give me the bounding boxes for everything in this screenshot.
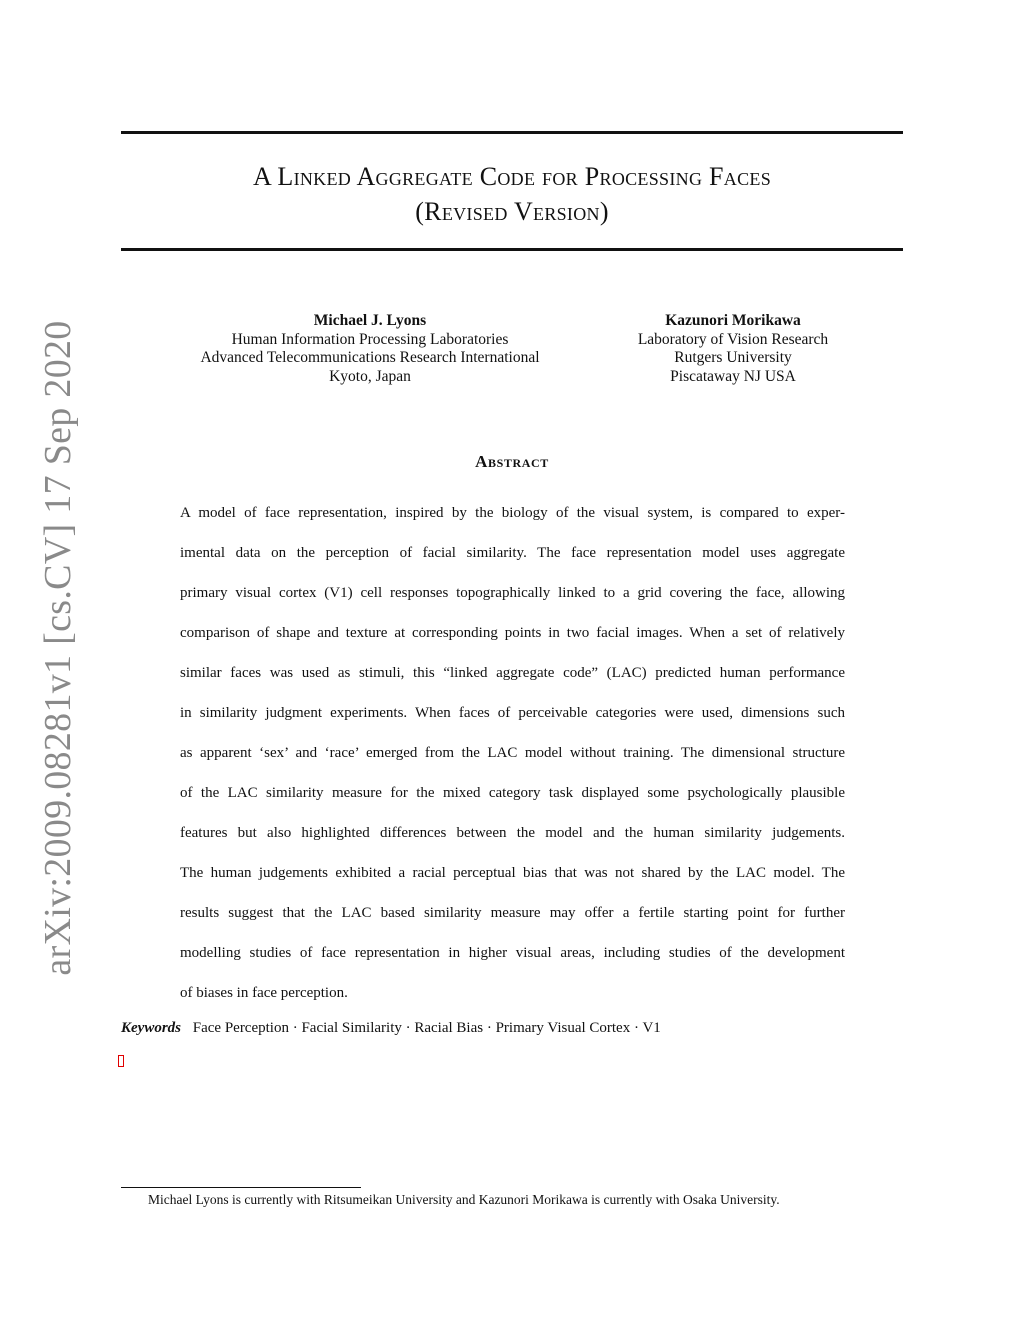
author-name: Kazunori Morikawa — [665, 312, 801, 329]
abstract-line: features but also highlighted differences between the model and the human similarity judgements. — [180, 825, 845, 841]
author-affiliation: Laboratory of Vision Research — [637, 330, 829, 348]
paper-subtitle: (Revised Version) — [415, 197, 609, 226]
abstract-line: of biases in face perception. — [180, 985, 348, 1001]
abstract-line: imental data on the perception of facial similarity. The face representation model uses aggregate — [180, 545, 845, 561]
author-block-lyons — [170, 312, 570, 386]
paper-title: A Linked Aggregate Code for Processing Faces — [252, 162, 772, 191]
abstract-line: modelling studies of face representation in higher visual areas, including studies of the development — [180, 945, 845, 961]
author-affiliation: Advanced Telecommunications Research International — [200, 349, 540, 366]
keywords-section — [121, 1020, 661, 1037]
arxiv-identifier-stamp: arXiv:2009.08281v1 [cs.CV] 17 Sep 2020 — [37, 320, 79, 976]
author-affiliation: Rutgers University — [674, 349, 792, 366]
abstract-line: comparison of shape and texture at corresponding points in two facial images. When a set of relatively — [180, 625, 845, 641]
abstract-line: A model of face representation, inspired by the biology of the visual system, is compared to exper- — [180, 505, 845, 521]
abstract-line: in similarity judgment experiments. When faces of perceivable categories were used, dimensions such — [180, 705, 845, 721]
author-location: Piscataway NJ USA — [670, 367, 796, 385]
keywords-label: Keywords — [121, 1020, 181, 1036]
title-rule-top — [121, 131, 903, 134]
abstract-line: similar faces was used as stimuli, this “linked aggregate code” (LAC) predicted human performance — [180, 665, 845, 681]
author-name: Michael J. Lyons — [313, 312, 427, 329]
abstract-body — [180, 503, 845, 1023]
author-block-morikawa — [603, 312, 863, 386]
keywords-list: Face Perception · Facial Similarity · Racial Bias · Primary Visual Cortex · V1 — [192, 1020, 661, 1036]
link-marker-box[interactable] — [118, 1055, 124, 1067]
author-affiliation: Human Information Processing Laboratories — [231, 330, 509, 348]
footnote-rule — [121, 1187, 361, 1188]
abstract-line: as apparent ‘sex’ and ‘race’ emerged from the LAC model without training. The dimensional structure — [180, 745, 845, 761]
abstract-line: The human judgements exhibited a racial perceptual bias that was not shared by the LAC model. The — [180, 865, 845, 881]
footnote: Michael Lyons is currently with Ritsumeikan University and Kazunori Morikawa is currently with Osaka University. — [148, 1192, 780, 1207]
title-rule-bottom — [121, 248, 903, 251]
abstract-line: results suggest that the LAC based similarity measure may offer a fertile starting point for further — [180, 905, 845, 921]
abstract-line: primary visual cortex (V1) cell responses topographically linked to a grid covering the face, allowing — [180, 585, 845, 601]
abstract-line: of the LAC similarity measure for the mixed category task displayed some psychologically plausible — [180, 785, 845, 801]
author-location: Kyoto, Japan — [329, 367, 411, 385]
abstract-heading: Abstract — [475, 452, 549, 471]
